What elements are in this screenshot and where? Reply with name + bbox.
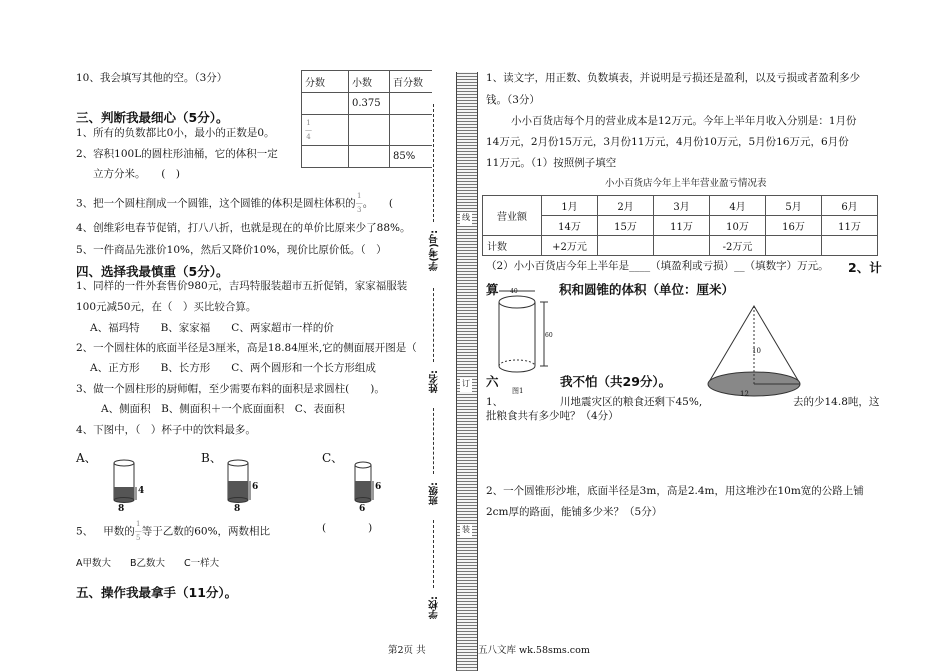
p1-line1: 川地震灾区的粮食还剩下45%, <box>560 396 703 408</box>
p2-line1: 2、一个圆锥形沙堆，底面半径是3m，高是2.4m，用这堆沙在10m宽的公路上铺 <box>486 485 864 497</box>
school-label: 学校: <box>429 596 440 619</box>
school-line[interactable] <box>433 520 434 588</box>
revenue-cell: 11万 <box>822 216 878 236</box>
choice-q5-paren: ( ) <box>322 522 373 534</box>
revenue-cell: 11万 <box>654 216 710 236</box>
r-q1-line1: 1、读文字，用正数、负数填表，并说明是亏损还是盈利，以及亏损或者盈利多少 <box>486 72 861 84</box>
cup-b-graphic <box>228 460 250 503</box>
fraction-table <box>301 70 432 168</box>
row-label-count: 计数 <box>483 236 542 256</box>
cup-a-height: 4 <box>138 486 145 496</box>
footer-site: 五八文库 wk.58sms.com <box>478 645 590 656</box>
fraction-one-third: 1 — 3 <box>355 192 363 214</box>
cup-c-label: C、 <box>322 451 344 465</box>
section-5-title: 五、操作我最拿手（11分）。 <box>76 585 238 600</box>
judge-q2a: 2、容积100L的圆柱形油桶，它的体积一定 <box>76 148 278 160</box>
frac-table-cell: 85% <box>390 146 433 168</box>
p2-line2: 2cm厚的路面，能铺多少米？（5分） <box>486 506 663 518</box>
frac-table-cell[interactable] <box>302 93 349 115</box>
judge-q4: 4、创维彩电春节促销，打八八折，也就是现在的单价比原来少了88%。 <box>76 222 411 234</box>
cone-radius: 12 <box>740 390 749 398</box>
fraction-one-fifth: 1 — 5 <box>134 520 142 542</box>
frac-table-cell[interactable] <box>302 146 349 168</box>
judge-q3: 3、把一个圆柱削成一个圆锥，这个圆锥的体积是圆柱体积的1 — 3。 ( <box>76 192 394 214</box>
choice-q2-options: A、正方形 B、长方形 C、两个圆形和一个长方形组成 <box>90 362 376 374</box>
count-cell[interactable] <box>766 236 822 256</box>
section-3-title: 三、判断我最细心（5分）。 <box>76 110 229 125</box>
cup-c-width: 6 <box>359 504 366 514</box>
month-header: 6月 <box>822 196 878 216</box>
cylinder-caption: 图1 <box>512 387 524 395</box>
section-6-title-a: 六 <box>486 374 499 389</box>
calc-title-b: 算 <box>486 282 499 297</box>
binding-label-line: 线 <box>460 212 472 226</box>
judge-q5: 5、一件商品先涨价10%，然后又降价10%，现价比原价低。（ ） <box>76 244 387 256</box>
month-header: 4月 <box>710 196 766 216</box>
frac-table-cell[interactable] <box>390 93 433 115</box>
frac-table-cell[interactable] <box>349 115 390 146</box>
cup-a-graphic <box>114 460 136 503</box>
r-q1-line2: 钱。（3分） <box>486 94 540 106</box>
footer-page: 第2页 共 <box>388 645 426 656</box>
section-4-title: 四、选择我最慎重（5分）。 <box>76 264 229 279</box>
revenue-cell: 15万 <box>598 216 654 236</box>
count-cell: -2万元 <box>710 236 766 256</box>
cup-c-graphic <box>355 462 373 503</box>
month-header: 2月 <box>598 196 654 216</box>
name-label: 姓名: <box>429 370 440 393</box>
choice-q4: 4、下图中，（ ）杯子中的饮料最多。 <box>76 424 256 436</box>
cylinder-diameter: 40 <box>510 288 518 295</box>
choice-q3: 3、做一个圆柱形的厨师帽，至少需要布料的面积是求圆柱( )。 <box>76 383 385 395</box>
count-cell[interactable] <box>654 236 710 256</box>
frac-table-cell: 0.375 <box>349 93 390 115</box>
choice-q1a: 1、同样的一件外套售价980元，吉玛特服装超市五折促销，家家福服装 <box>76 280 408 292</box>
revenue-cell: 10万 <box>710 216 766 236</box>
choice-q2: 2、一个圆柱体的底面半径是3厘米，高是18.84厘米,它的侧面展开图是（ <box>76 342 417 354</box>
count-cell: +2万元 <box>542 236 598 256</box>
month-header: 3月 <box>654 196 710 216</box>
fraction-one-quarter: 1 — 4 <box>305 118 312 141</box>
frac-table-header: 百分数 <box>390 71 433 93</box>
count-cell[interactable] <box>598 236 654 256</box>
p1-line1b: 去的少14.8吨，这 <box>793 396 880 408</box>
table-title: 小小百货店今年上半年营业盈亏情况表 <box>605 178 767 189</box>
choice-q1-options: A、福玛特 B、家家福 C、两家超市一样的价 <box>90 322 334 334</box>
student-id-label: 学(考)号: <box>429 230 440 271</box>
cone-height: 10 <box>752 347 761 355</box>
cup-c-height: 6 <box>375 482 382 492</box>
p1-line2: 批粮食共有多少吨？（4分） <box>486 410 619 422</box>
class-line[interactable] <box>433 408 434 474</box>
choice-q1b: 100元减50元，在（ ）买比较合算。 <box>76 301 257 313</box>
cup-b-height: 6 <box>252 482 259 492</box>
name-line[interactable] <box>433 288 434 362</box>
month-header: 5月 <box>766 196 822 216</box>
student-id-line[interactable] <box>433 104 434 222</box>
frac-table-header: 分数 <box>302 71 349 93</box>
count-cell[interactable] <box>822 236 878 256</box>
cup-a-width: 8 <box>118 504 125 514</box>
cylinder-height: 60 <box>545 332 553 339</box>
p1-num: 1、 <box>486 396 504 408</box>
section-6-title-b: 我不怕（共29分）。 <box>560 374 672 389</box>
frac-table-cell <box>302 115 349 146</box>
revenue-cell: 14万 <box>542 216 598 236</box>
month-header: 1月 <box>542 196 598 216</box>
binding-label-bind: 装 <box>460 524 472 538</box>
r-q1-line5: 11万元。（1）按照例子填空 <box>486 157 617 169</box>
profit-table <box>482 195 878 256</box>
class-label: 班级: <box>429 482 440 505</box>
row-label-revenue: 营业额 <box>483 196 542 236</box>
r-q1-part2: （2）小小百货店今年上半年是____（填盈利或亏损）__（填数字）万元。 <box>486 260 829 272</box>
cup-b-width: 8 <box>234 504 241 514</box>
frac-table-cell[interactable] <box>349 146 390 168</box>
r-q1-line4: 14万元，2月份15万元，3月份11万元，4月份10万元，5月份16万元，6月份 <box>486 136 849 148</box>
choice-q5-options: A甲数大 B乙数大 C一样大 <box>76 558 220 569</box>
r-q1-line3: 小小百货店每个月的营业成本是12万元。今年上半年月收入分别是：1月份 <box>511 115 857 127</box>
frac-table-header: 小数 <box>349 71 390 93</box>
binding-label-staple: 订 <box>460 378 472 392</box>
judge-q2b: 立方分米。 ( ) <box>93 168 180 180</box>
binding-strip <box>456 72 478 671</box>
cup-b-label: B、 <box>201 451 222 465</box>
choice-q5: 5、 甲数的1 — 5等于乙数的60%，两数相比 <box>76 520 271 542</box>
question-10: 10、我会填写其他的空。（3分） <box>76 72 228 84</box>
revenue-cell: 16万 <box>766 216 822 236</box>
cup-a-label: A、 <box>76 451 97 465</box>
calc-title-a: 2、计 <box>848 260 882 275</box>
choice-q3-options: A、侧面积 B、侧面积＋一个底面面积 C、表面积 <box>101 403 345 415</box>
judge-q1: 1、所有的负数都比0小，最小的正数是0。 <box>76 127 275 139</box>
frac-table-cell[interactable] <box>390 115 433 146</box>
calc-title-c: 积和圆锥的体积（单位：厘米） <box>559 282 735 297</box>
